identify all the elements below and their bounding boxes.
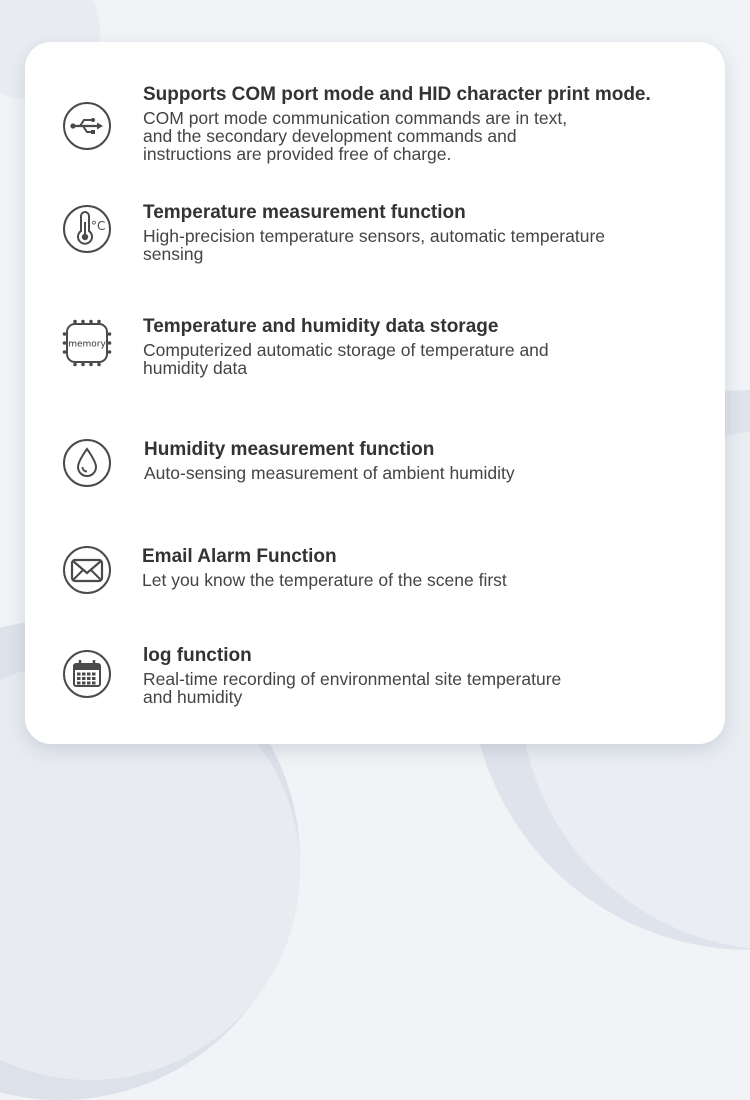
feature-text bbox=[143, 645, 683, 706]
feature-title: Temperature and humidity data storage bbox=[143, 316, 499, 337]
description-line: sensing bbox=[143, 244, 204, 264]
feature-description bbox=[143, 670, 683, 706]
feature-title: Humidity measurement function bbox=[144, 439, 435, 460]
feature-description bbox=[143, 109, 683, 163]
description-line: Let you know the temperature of the scene first bbox=[142, 570, 507, 590]
description-line: High-precision temperature sensors, automatic temperature bbox=[143, 226, 606, 246]
feature-text bbox=[143, 316, 683, 377]
description-line: Real-time recording of environmental site temperature bbox=[143, 669, 562, 689]
description-line: and the secondary development commands and bbox=[143, 126, 517, 146]
description-line: humidity data bbox=[143, 358, 248, 378]
memory-chip-icon bbox=[62, 318, 112, 368]
feature-text bbox=[142, 546, 682, 589]
memory-label: memory bbox=[68, 339, 106, 350]
feature-description bbox=[144, 464, 684, 482]
feature-card bbox=[25, 42, 725, 744]
water-drop-icon bbox=[62, 438, 112, 488]
feature-title: Email Alarm Function bbox=[142, 546, 337, 567]
feature-text bbox=[144, 439, 684, 482]
description-line: COM port mode communication commands are in text, bbox=[143, 108, 568, 128]
description-line: Computerized automatic storage of temperature and bbox=[143, 340, 549, 360]
feature-text bbox=[143, 202, 683, 263]
thermometer-icon bbox=[62, 204, 112, 254]
feature-title: Supports COM port mode and HID character print mode. bbox=[143, 84, 651, 105]
celsius-label: °C bbox=[91, 219, 106, 233]
usb-icon bbox=[62, 101, 112, 151]
feature-description bbox=[143, 341, 683, 377]
description-line: instructions are provided free of charge. bbox=[143, 144, 452, 164]
feature-description bbox=[143, 227, 683, 263]
envelope-icon bbox=[62, 545, 112, 595]
calendar-icon bbox=[62, 649, 112, 699]
description-line: Auto-sensing measurement of ambient humidity bbox=[144, 463, 515, 483]
feature-title: Temperature measurement function bbox=[143, 202, 466, 223]
feature-description bbox=[142, 571, 682, 589]
feature-title: log function bbox=[143, 645, 252, 666]
description-line: and humidity bbox=[143, 687, 243, 707]
feature-text bbox=[143, 84, 683, 163]
